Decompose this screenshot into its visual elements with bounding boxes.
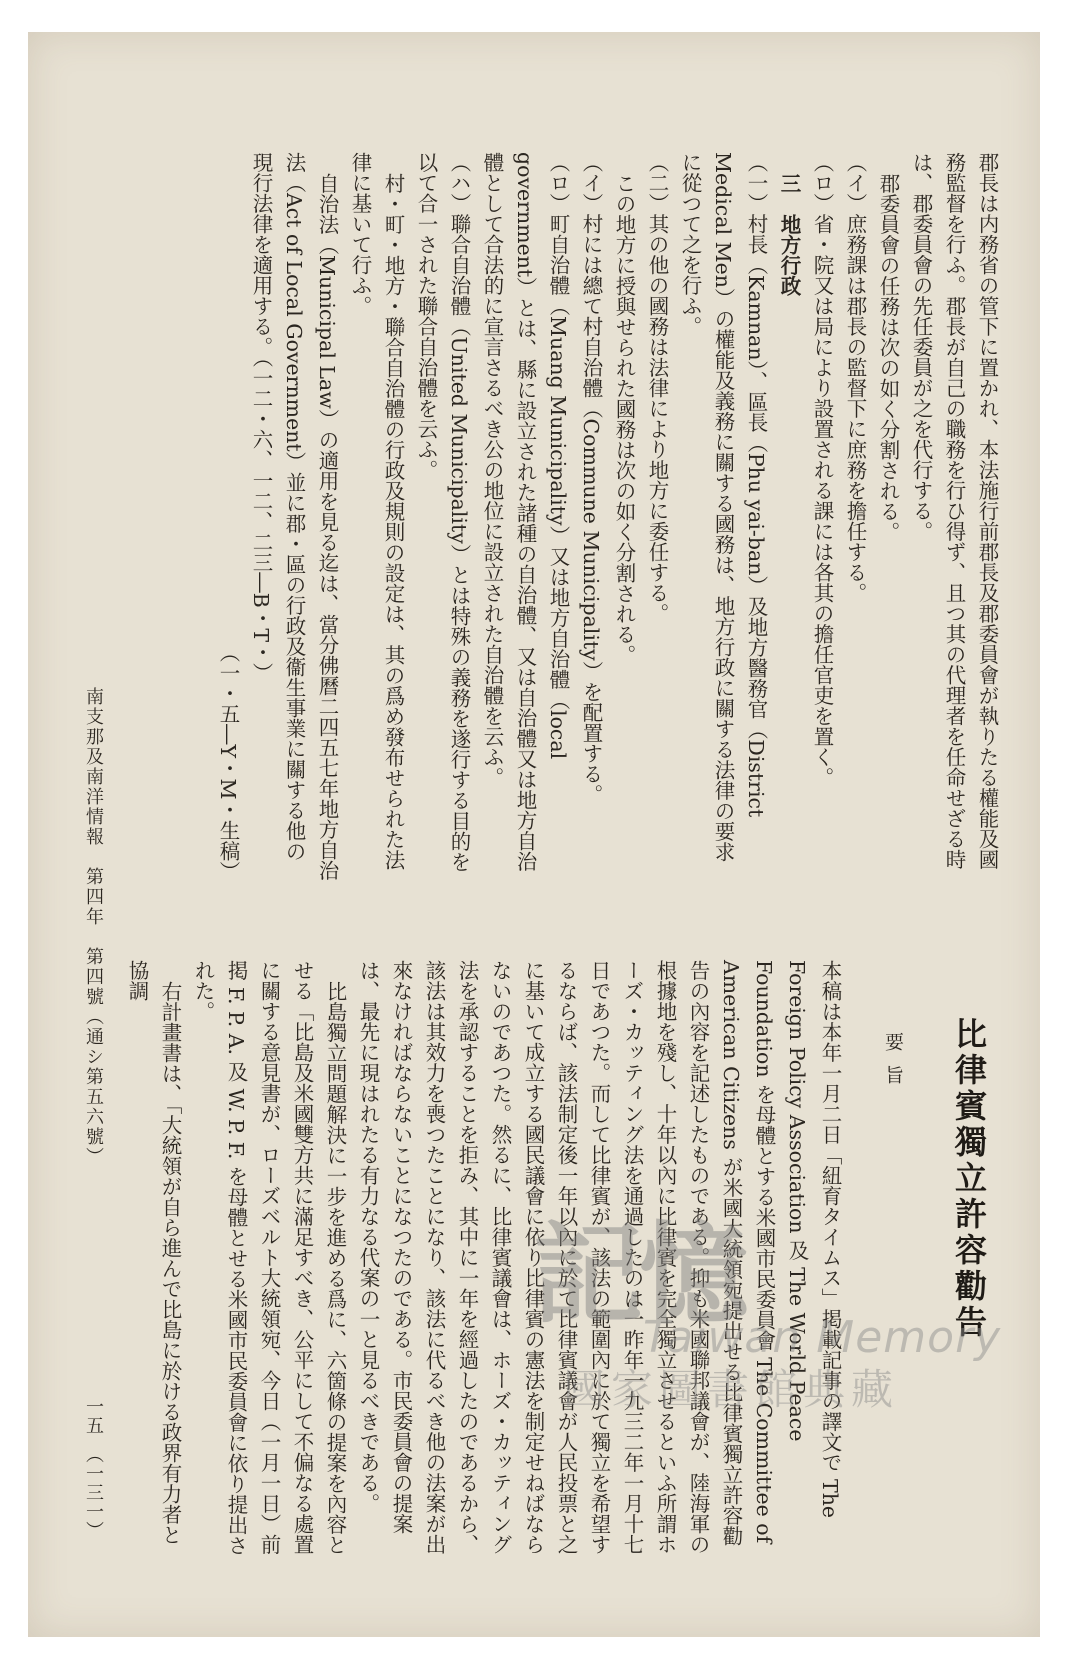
list-item: （イ）庶務課は郡長の監督下に庶務を擔任する。 [843, 152, 867, 603]
watermark-logo: 記憶 [533, 1210, 745, 1339]
author-note: （一・五―Y・M・生稿） [216, 642, 240, 882]
list-item: （ロ）町自治體（Muang Municipality）又は地方自治體（local government）とは、縣に設立された諸種の自治體、又は自治體又は地方自治體として合法的に宣言さるべき公の地位に設立された自治體を云ふ。 [480, 152, 570, 872]
paragraph: 右計畫書は、「大統領が自ら進んで比島に於ける政界有力者と協調 [125, 960, 182, 1545]
paragraph: この地方に授與せられた國務は次の如く分割される。 [612, 172, 636, 665]
watermark-english: Taiwan Memory [643, 1312, 1002, 1363]
article-subhead: 要旨 [882, 1032, 904, 1098]
paragraph: 比島獨立問題解決に一步を進める爲に、六箇條の提案を內容とせる「比島及米國雙方共に滿足すべき、公平にして不偏なる處置に關する意見書が、ローズベルト大統領宛、今日（一月一日）前掲 F. P. A. 及 W. P. F. を母體とせる米國市民委員會に依り提出された。 [191, 960, 347, 1556]
paragraph: 郡委員會の任務は次の如く分割される。 [876, 172, 900, 542]
list-item: （ハ）聯合自治體（United Municipality）とは特殊の義務を遂行する目的を以て合一された聯合自治體を云ふ。 [414, 152, 471, 872]
paragraph: 郡長は内務省の管下に置かれ、本法施行前郡長及郡委員會が執りたる權能及國務監督を行ふ。郡長が自己の職務を行ひ得ず、且つ其の代理者を任命せざる時は、郡委員會の先任委員が之を代行する。 [909, 152, 999, 870]
paragraph: 本稿は本年一月二日「紐育タイムス」掲載記事の譯文で The Foreign Policy Association 及 The World Peace Foundation を母體とする米國市民委員會 The Committee of American Citizens が米國大統領宛提出せる比律賓獨立許容勸告の內容を記述したものである。抑も米國聯邦議會が、陸海軍の根據地を殘し、十年以內に比律賓を完全獨立させるといふ所謂ホーズ・カッティング法を通過したのは一昨年一九三二年一月十七日であつた。而して比律賓が、該法の範圍內に於て獨立を希望するならば、該法制定後一年以內に於て比律賓議會が人民投票と之に基いて成立する國民議會に依り比律賓の憲法を制定せねばならないのであつた。然るに、比律賓議會は、ホーズ・カッティング法を承認することを拒み、其中に一年を經過したのであるから、該法は其效力を喪つたことになり、該法に代るべき他の法案が出來なければならないことになつたのである。市民委員會の提案は、最先に現はれたる有力なる代案の一と見るべきである。 [356, 960, 842, 1555]
paragraph: 自治法（Municipal Law）の適用を見る迄は、當分佛曆二四五七年地方自治法（Act of Local Government）並に郡・區の行政及衞生事業に關する他の現行法律を適用する。（一二・六、一二、二三―B・T・） [249, 152, 339, 880]
list-item: （イ）村には總て村自治體（Commune Municipality）を配置する。 [579, 152, 603, 805]
list-item: （ロ）省・院又は局により設置される課には各其の擔任官吏を置く。 [810, 152, 834, 788]
list-item: （一）村長（Kamnan）、區長（Phu yai-ban）及地方醫務官（District Medical Men）の權能及義務に關する國務は、地方行政に關する法律の要求に從つて之を行ふ。 [678, 152, 768, 862]
article-title: 比律賓獨立許容勸告 [950, 1017, 988, 1341]
section-heading: 三 地方行政 [777, 172, 801, 296]
document-page [28, 32, 1040, 1637]
watermark-institution: 國家圖書館典藏 [563, 1365, 900, 1414]
watermark [533, 1187, 1003, 1417]
footer-journal: 南支那及南洋情報 第四年 第四號（通シ第五六號） [83, 687, 104, 1167]
paragraph: 村・町・地方・聯合自治體の行政及規則の設定は、其の爲め發布せられた法律に基いて行ふ。 [348, 152, 405, 870]
list-item: （二）其の他の國務は法律により地方に委任する。 [645, 152, 669, 624]
upper-section [68, 152, 1003, 882]
footer-page-number: 一五 （一三一） [83, 1397, 104, 1540]
